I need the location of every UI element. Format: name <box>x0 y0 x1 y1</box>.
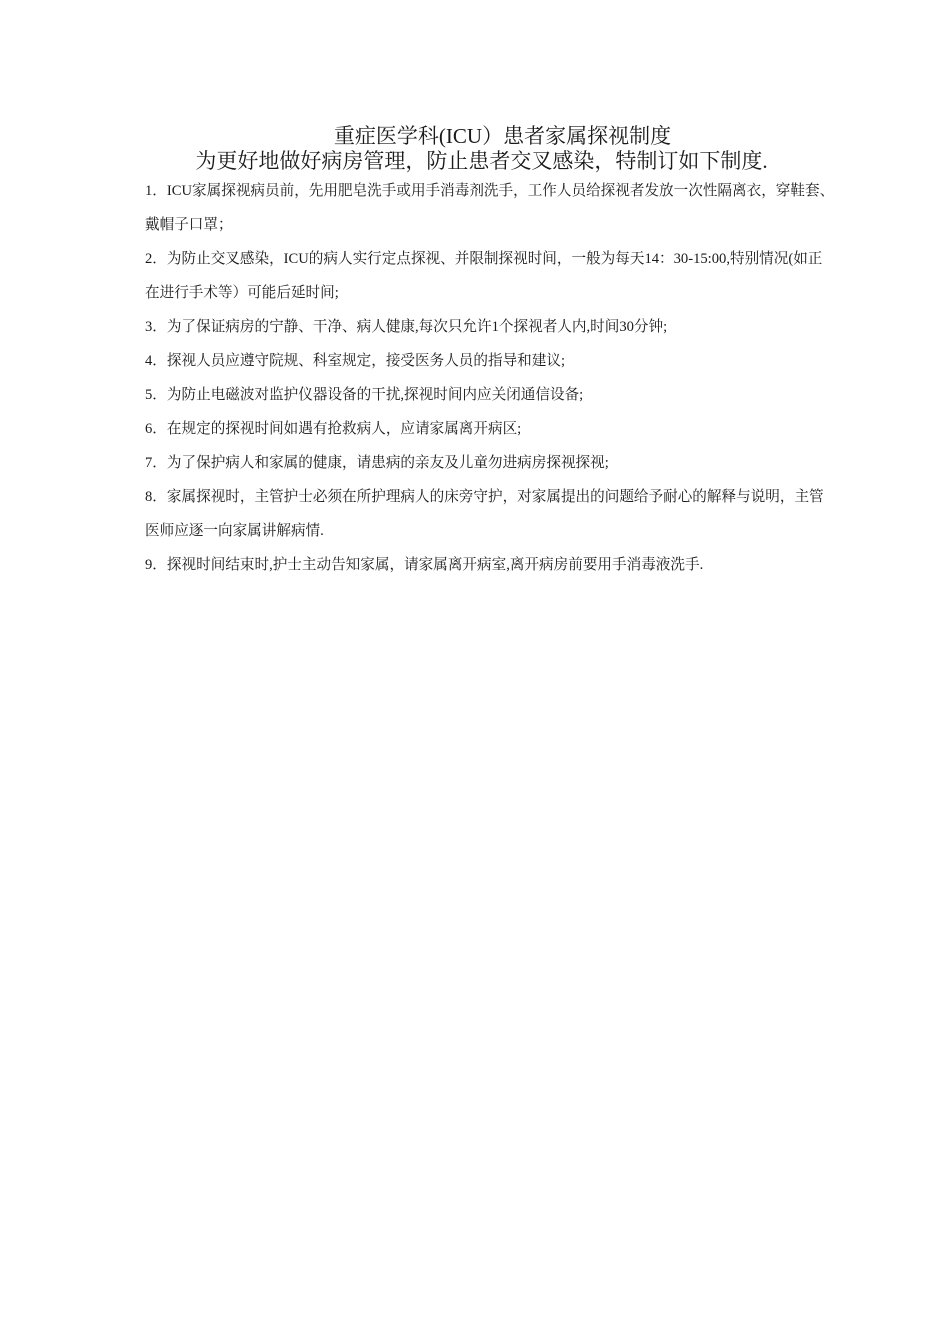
rule-item-7 <box>145 446 835 480</box>
rule-number: 5． <box>145 387 167 403</box>
rule-text: 为防止交叉感染，ICU的病人实行定点探视、并限制探视时间，一般为每天14：30-15:00,特别情况(如正在进行手术等）可能后延时间; <box>145 251 823 301</box>
rule-number: 7． <box>145 455 167 471</box>
rule-text: 为了保证病房的宁静、干净、病人健康,每次只允许1个探视者人内,时间30分钟; <box>166 319 668 335</box>
rule-text: ICU家属探视病员前，先用肥皂洗手或用手消毒剂洗手，工作人员给探视者发放一次性隔离衣，穿鞋套、戴帽子口罩； <box>145 183 835 233</box>
document-title: 重症医学科(ICU）患者家属探视制度 <box>333 124 672 148</box>
rule-number: 1． <box>145 183 167 199</box>
rule-text: 在规定的探视时间如遇有抢救病人，应请家属离开病区; <box>166 421 522 437</box>
rule-item-8 <box>145 480 835 548</box>
rule-number: 8． <box>145 489 167 505</box>
rule-text: 家属探视时，主管护士必须在所护理病人的床旁守护，对家属提出的问题给予耐心的解释与说明，主管医师应逐一向家属讲解病情. <box>145 489 824 539</box>
rule-item-9 <box>145 548 835 582</box>
rule-item-3 <box>145 310 835 344</box>
rule-number: 3． <box>145 319 167 335</box>
rule-text: 探视时间结束时,护士主动告知家属，请家属离开病室,离开病房前要用手消毒液洗手. <box>166 557 704 573</box>
rule-number: 9． <box>145 557 167 573</box>
rule-number: 4． <box>145 353 167 369</box>
rule-item-1 <box>145 174 835 242</box>
rule-text: 探视人员应遵守院规、科室规定，接受医务人员的指导和建议; <box>166 353 565 369</box>
rule-item-4 <box>145 344 835 378</box>
rule-text: 为防止电磁波对监护仪器设备的干扰,探视时间内应关闭通信设备; <box>166 387 584 403</box>
rule-number: 2． <box>145 251 167 267</box>
rules-list <box>145 174 835 582</box>
rule-item-2 <box>145 242 835 310</box>
document-subtitle: 为更好地做好病房管理，防止患者交叉感染，特制订如下制度. <box>195 149 768 173</box>
rule-number: 6． <box>145 421 167 437</box>
rule-item-6 <box>145 412 835 446</box>
rule-item-5 <box>145 378 835 412</box>
rule-text: 为了保护病人和家属的健康，请患病的亲友及儿童勿进病房探视探视; <box>166 455 609 471</box>
